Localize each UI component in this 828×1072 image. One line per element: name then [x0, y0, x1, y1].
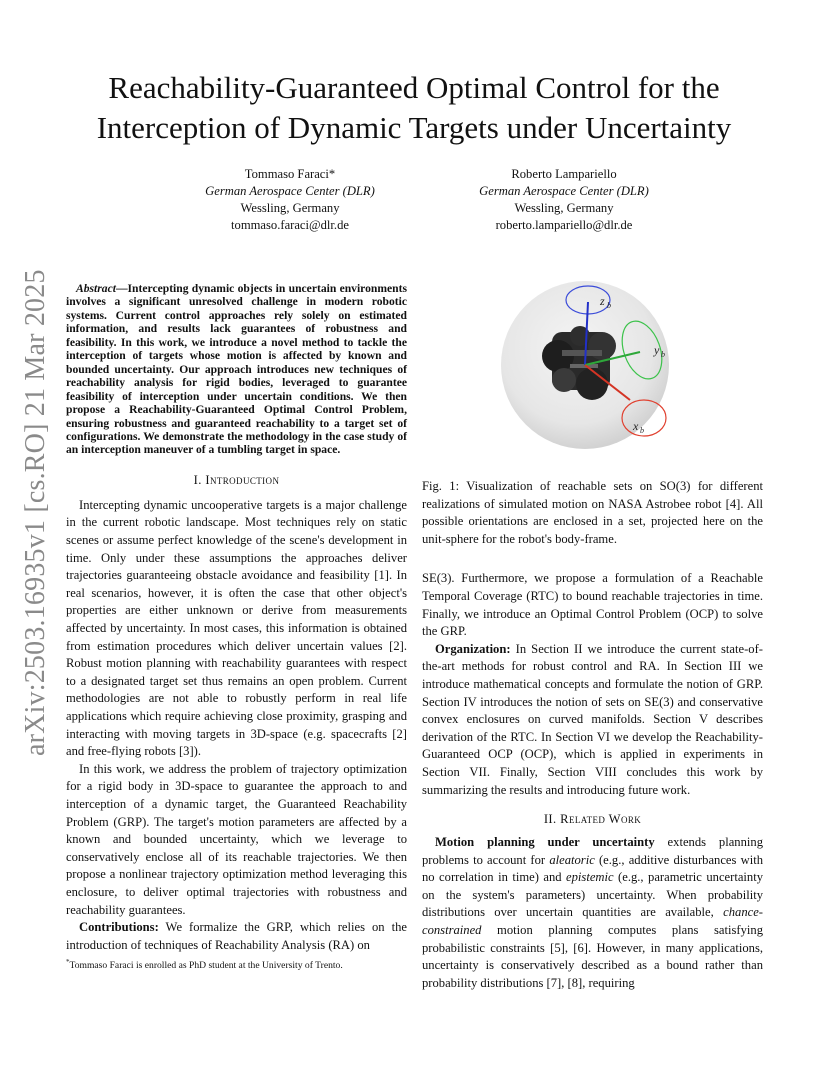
svg-text:b: b — [661, 350, 665, 359]
svg-text:x: x — [633, 419, 639, 433]
intro-paragraph-3 — [66, 919, 407, 954]
section-title: Related Work — [560, 812, 642, 827]
author-affiliation: German Aerospace Center (DLR) — [479, 184, 649, 198]
title-line-1: Reachability-Guaranteed Optimal Control for the — [108, 70, 720, 105]
author-affiliation: German Aerospace Center (DLR) — [205, 184, 375, 198]
arxiv-stamp-text: arXiv:2503.16935v1 [cs.RO] 21 Mar 2025 — [20, 269, 51, 756]
organization-paragraph — [422, 641, 763, 799]
section-heading-introduction — [66, 472, 407, 489]
contributions-lead: Contributions: — [79, 920, 159, 935]
abstract-lead: Abstract — [76, 282, 116, 295]
figure-caption: Fig. 1: Visualization of reachable sets on SO(3) for different realizations of simulated motion on NASA Astrobee robot [4]. All possible orientations are enclosed in a set, projected here on the unit-sphere for the robot's body-frame. — [422, 479, 763, 546]
section-title: Introduction — [205, 472, 280, 487]
svg-text:b: b — [640, 426, 644, 435]
footnote — [66, 956, 407, 972]
motion-planning-lead: Motion planning under uncertainty — [435, 835, 655, 850]
author-email[interactable]: roberto.lampariello@dlr.de — [495, 218, 633, 232]
paper-title — [60, 68, 768, 148]
author-block-1 — [140, 166, 440, 234]
figure-graphic — [500, 280, 670, 450]
related-text-d: motion planning computes plans satisfying probabilistic constraints [5], [6]. However, in many applications, uncertainty is conservatively described as a bound rather than probability distributions [7], [8], requiring — [422, 923, 763, 990]
right-paragraph-1: SE(3). Furthermore, we propose a formulation of a Reachable Temporal Coverage (RTC) to bound reachable trajectories in time. Finally, we introduce an Optimal Control Problem (OCP) to solve the GRP. — [422, 571, 763, 639]
left-column — [66, 282, 407, 954]
author-name: Tommaso Faraci* — [244, 167, 336, 181]
intro-paragraph-1: Intercepting dynamic uncooperative targets is a major challenge in the current robotic landscape. Most techniques rely on static scenes or assume perfect knowledge of the scene's development in time. Only under these assumptions the approaches deliver trajectories guaranteeing obstacle avoidance and feasibility [1]. In real scenarios, however, it is often the case that other object's properties are either unknown or derive from measurements affected by uncertainty. In most cases, this information is obtained from estimation procedures which deliver uncertain values [2]. Robust motion planning with reachability guarantees with respect to a designated target set thus remains an open problem. Current methodologies are not able to robustly perform in real life applications which require achieving close proximity, grasping and interacting with moving targets in 3D-space (e.g. spacecrafts [2] and free-flying robots [3]). — [66, 497, 407, 759]
organization-lead: Organization: — [435, 641, 511, 656]
author-block-2 — [414, 166, 714, 234]
related-work-paragraph — [422, 834, 763, 992]
figure-reachable-sets — [500, 280, 670, 450]
organization-text: In Section II we introduce the current state-of-the-art methods for robust control and RA. In Section III we introduce mathematical concepts and formulate the notion of GRP. Section IV introduces the notion of sets on SE(3) and conservative convex enclosures on curved manifolds. Section V describes derivation of the RTC. In Section VI we develop the Reachability-Guaranteed OCP (OCP), which is applied in experiments in Section VII. Finally, Section VIII concludes this work by summarizing the results and introducing future work. — [422, 641, 763, 797]
arxiv-stamp — [12, 269, 60, 756]
footnote-mark: * — [66, 958, 70, 966]
right-column — [422, 478, 763, 992]
abstract-text: —Intercepting dynamic objects in uncertain environments involves a significant unresolved challenge in modern robotic systems. Current control approaches rely solely on estimated information, and results lack guarantees of robustness and feasibility. In this work, we introduce a novel method to tackle the interception of targets whose motion is affected by known and bounded uncertainty. Our approach introduces new techniques of reachability analysis for rigid bodies, leveraged to guarantee feasibility of interception under uncertain conditions. We then propose a Reachability-Guaranteed Optimal Control Problem, ensuring robustness and guaranteed reachability to a target set of configurations. We demonstrate the methodology in the case study of an interception maneuver of a tumbling target in space. — [66, 282, 407, 457]
term-epistemic: epistemic — [566, 870, 614, 885]
svg-text:b: b — [607, 301, 611, 310]
abstract — [66, 282, 407, 457]
author-email[interactable]: tommaso.faraci@dlr.de — [231, 218, 349, 232]
author-location: Wessling, Germany — [514, 201, 614, 215]
footnote-text: Tommaso Faraci is enrolled as PhD student at the University of Trento. — [69, 960, 343, 972]
author-location: Wessling, Germany — [240, 201, 340, 215]
related-text-b: (e.g., additive disturbances with no correlation in time) and — [422, 852, 764, 885]
svg-text:y: y — [654, 343, 660, 357]
section-number: I. — [193, 472, 202, 487]
section-heading-related-work — [422, 811, 763, 828]
contributions-text: We formalize the GRP, which relies on the introduction of techniques of Reachability Analysis (RA) on — [66, 920, 407, 952]
svg-text:z: z — [600, 294, 605, 308]
intro-paragraph-2: In this work, we address the problem of trajectory optimization for a rigid body in 3D-space to guarantee the approach to and interception of a dynamic target, the Guaranteed Reachability Problem (GRP). The target's motion parameters are affected by a known and bounded uncertainty, which we leverage to conservatively enclose all of its reachable trajectories. We then propose a nonlinear trajectory optimization method leveraging this enclosure, to deliver optimal trajectories with robustness and reachability guarantees. — [66, 761, 407, 917]
term-chance-constrained: chance-constrained — [422, 905, 763, 938]
section-number: II. — [543, 812, 557, 827]
title-line-2: Interception of Dynamic Targets under Uncertainty — [96, 110, 732, 145]
author-name: Roberto Lampariello — [511, 167, 617, 181]
related-text-a: extends planning problems to account for — [422, 835, 763, 867]
term-aleatoric: aleatoric — [549, 852, 595, 867]
related-text-c: (e.g., parametric uncertainty on the system's parameters) uncertainty. When probability distributions over uncertain quantities are available, — [422, 870, 763, 920]
